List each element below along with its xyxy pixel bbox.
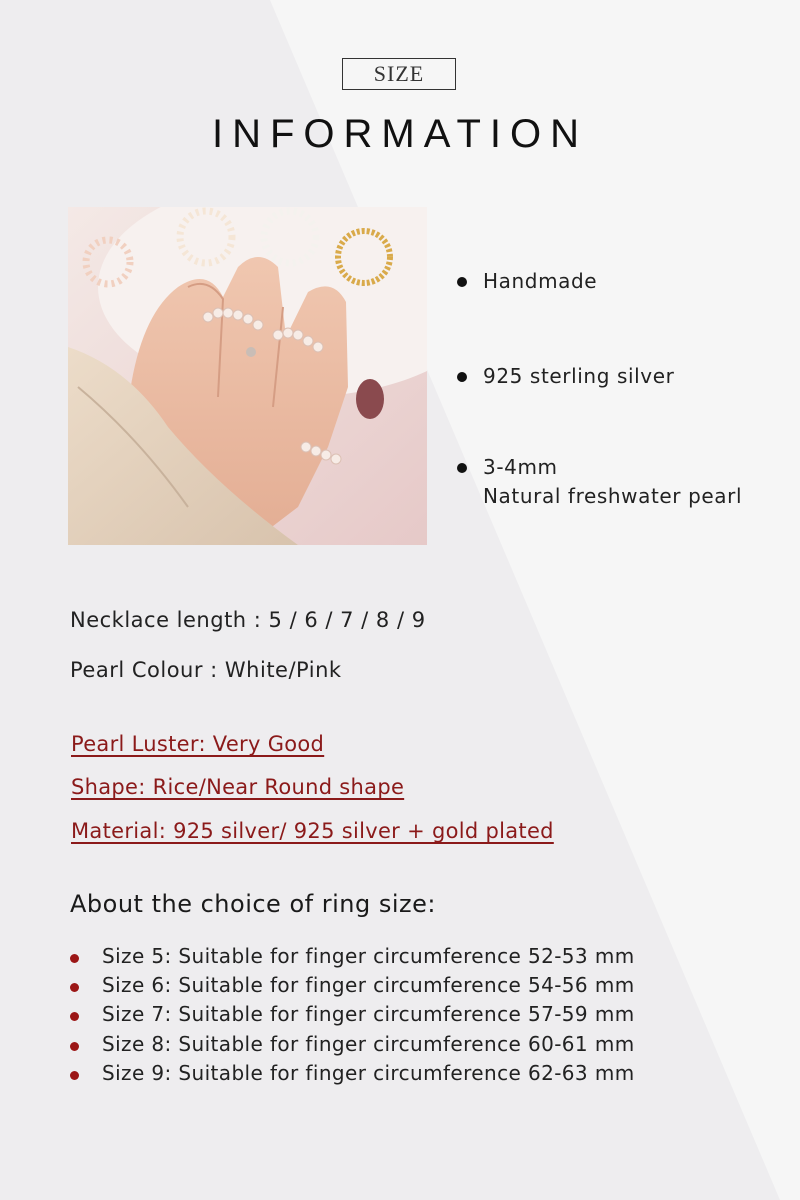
- bullet-icon: [70, 954, 79, 963]
- pearl-luster-text: Pearl Luster: Very Good: [71, 732, 325, 756]
- bullet-icon: [457, 372, 467, 382]
- pearl-colour-text: Pearl Colour : White/Pink: [70, 658, 342, 682]
- size-label-box: SIZE: [342, 58, 456, 90]
- bullet-icon: [70, 1042, 79, 1051]
- page-title: INFORMATION: [211, 112, 588, 156]
- product-photo: [68, 207, 427, 545]
- material-text: Material: 925 silver/ 925 silver + gold plated: [71, 819, 554, 843]
- feature-item-pearl: 3-4mm Natural freshwater pearl: [457, 453, 742, 511]
- ring-size-heading: About the choice of ring size:: [70, 890, 436, 918]
- necklace-length-text: Necklace length : 5 / 6 / 7 / 8 / 9: [70, 608, 426, 632]
- feature-item-silver: 925 sterling silver: [457, 362, 674, 391]
- shape-text: Shape: Rice/Near Round shape: [71, 775, 405, 799]
- bullet-icon: [457, 277, 467, 287]
- bullet-icon: [457, 463, 467, 473]
- bullet-icon: [70, 1071, 79, 1080]
- feature-item-handmade: Handmade: [457, 267, 597, 296]
